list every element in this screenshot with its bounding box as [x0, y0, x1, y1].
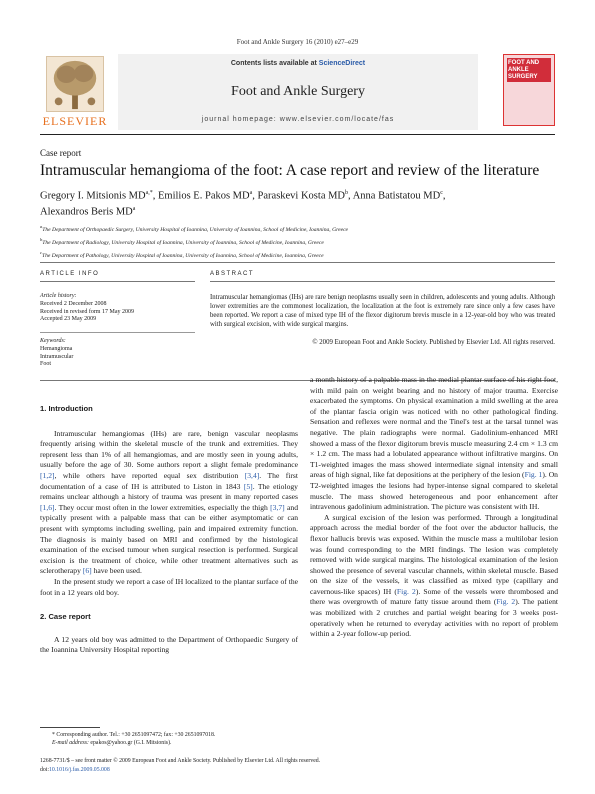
- case-paragraph-1: A 12 years old boy was admitted to the Department of Orthopaedic Surgery of the Ioannina University Hospital reporting: [40, 634, 298, 655]
- doi-link[interactable]: 10.1016/j.fas.2009.05.008: [49, 766, 110, 773]
- email-label: E-mail address:: [52, 740, 89, 746]
- citation-link[interactable]: [1,2]: [40, 470, 55, 480]
- journal-masthead: [40, 54, 555, 130]
- paragraph-text: ). Some of the vessels were thrombosed and there was overgrowth of mature fatty tissue around them (: [310, 586, 558, 607]
- paragraph-text: , while others have reported equal sex distribution: [54, 470, 245, 480]
- case-report-heading: 2. Case report: [40, 612, 91, 622]
- affiliation-line: [40, 248, 560, 261]
- author-name: Gregory I. Mitsionis MD: [40, 190, 146, 202]
- corresponding-author-footnote: [52, 731, 312, 747]
- citation-link[interactable]: [3,4]: [244, 470, 260, 480]
- footnote-rule: [40, 727, 100, 728]
- citation-link[interactable]: [6]: [82, 566, 92, 576]
- case-paragraph-2: [310, 513, 558, 640]
- paragraph-text: have been used.: [91, 566, 142, 576]
- paragraph-text: ). On T2-weighted images the lesions had hyper-intense signal compared to skeletal muscle. The mass showed heterogeneous and poor enhancement after intravenous gadolinium administration. The picture was consistent with IH.: [310, 470, 558, 512]
- affiliation-mark: c: [40, 249, 42, 255]
- author-affiliation-mark[interactable]: a: [249, 190, 253, 196]
- email-value[interactable]: epakos@yahoo.gr (G.I. Mitsionis).: [88, 740, 172, 746]
- paragraph-text: A surgical excision of the lesion was performed. Through a longitudinal approach across the medial border of the foot over the abductor hallucis, the flexor hallucis brevis was exposed. Within the muscle mass a multilobar lesion was found corresponding to the MRI findings. The lesion was completely removed with wide surgical margins. The histological examination of the lesion showed the presence of several vascular channels, within skeletal muscle. Based on the size of the vessels, it was classified as mixed type (capillary and cavernous-like spaces) IH (: [310, 512, 558, 596]
- affiliation-mark: b: [40, 236, 43, 242]
- intro-paragraph-2: In the present study we report a case of IH localized to the plantar surface of the foot in a 12 years old boy.: [40, 576, 298, 597]
- corresponding-author-line: * Corresponding author. Tel.: +30 2651097472; fax: +30 2651097018.: [52, 732, 216, 738]
- journal-title: Foot and Ankle Surgery: [231, 84, 365, 99]
- elsevier-logo: [40, 54, 110, 130]
- journal-cover-image: [503, 54, 555, 126]
- page-footer: [40, 757, 555, 774]
- affiliation-text: The Department of Orthopaedic Surgery, University Hospital of Ioannina, University of Ioannina, School of Medicine, Ioannina, Greece: [42, 226, 349, 233]
- author-separator: ,: [442, 190, 446, 202]
- affiliation-line: [40, 222, 560, 235]
- author-name: Paraskevi Kosta MD: [257, 190, 346, 202]
- running-head: Foot and Ankle Surgery 16 (2010) e27–e29: [236, 38, 359, 46]
- cover-title: FOOT AND ANKLE SURGERY: [508, 60, 540, 80]
- abstract-heading: ABSTRACT: [210, 271, 255, 277]
- author-separator: ,: [348, 190, 353, 202]
- affiliation-mark: a: [40, 224, 43, 229]
- author-separator: ,: [252, 190, 258, 202]
- keywords: [40, 338, 195, 369]
- keywords-label: Keywords:: [40, 338, 66, 344]
- author-affiliation-mark[interactable]: a,*: [145, 190, 153, 196]
- citation-link[interactable]: [1,6]: [40, 502, 55, 512]
- paragraph-text: and typically present with a palpable mass that can be either asymptomatic or can present with symptoms including swelling, pain and impaired extremity function. The diagnosis is mainly based on MRI and confirmed by the histological examination of the excised tumour when surgical resection is performed. Surgical excision is the treatment of choice, while other treatment alternatives such as sclerotherapy: [40, 502, 298, 576]
- header-divider: [40, 134, 555, 135]
- citation-link[interactable]: Fig. 1: [524, 470, 543, 480]
- paragraph-text: a month history of a palpable mass in the medial plantar surface of his right foot, with mild pain on weight bearing and no history of major trauma. Exercise exacerbated the symptoms. On physical examination a mild swelling at the area of the plantar fascia origin was noticed with no other pathological finding. Sensation and reflexes were normal and the Tinel's test at the tarsal tunnel was negative. The plain radiographs were normal. Gadolinium-enhanced MRI showed a mass of the flexor digitorum brevis muscle measuring 2.4 cm × 1.3 cm × 1.2 cm. The mass had a lobulated appearance without infiltrative margins. On T1-weighted images the mass showed intermediate signal intensity and small areas of high signal, like fat depositions at the periphery of the lesion (: [310, 375, 558, 480]
- author-name: Emilios E. Pakos MD: [158, 190, 250, 202]
- author-separator: ,: [152, 190, 159, 202]
- publisher-wordmark: ELSEVIER: [42, 114, 108, 128]
- keyword: Hemangioma: [40, 345, 73, 352]
- case-paragraph-continued: [310, 375, 558, 513]
- author-name: Alexandros Beris MD: [40, 206, 133, 217]
- author-affiliation-mark[interactable]: a: [132, 205, 136, 212]
- history-accepted: Accepted 23 May 2009: [40, 316, 97, 323]
- article-title: Intramuscular hemangioma of the foot: A case report and review of the literature: [40, 162, 540, 179]
- elsevier-tree-icon: [46, 56, 104, 112]
- citation-link[interactable]: [3,7]: [270, 502, 285, 512]
- affiliations: [40, 222, 560, 261]
- doi-prefix: doi:: [40, 766, 50, 773]
- citation-link[interactable]: Fig. 2: [396, 586, 416, 596]
- author-list: [40, 187, 560, 218]
- keyword: Intramuscular: [40, 353, 74, 360]
- article-info-rule: [40, 281, 195, 282]
- paragraph-text: . They occur most often in the lower extremities, especially the thigh: [54, 502, 271, 512]
- doi-line: [40, 766, 555, 775]
- abstract-rule: [210, 281, 555, 282]
- citation-link[interactable]: [5]: [243, 481, 253, 491]
- body-right-column: [310, 375, 558, 640]
- affiliation-divider: [40, 262, 555, 263]
- article-history: [40, 293, 195, 324]
- sciencedirect-link[interactable]: ScienceDirect: [318, 60, 366, 67]
- author-name: Anna Batistatou MD: [352, 190, 441, 202]
- paragraph-text: . The first documentation of a case of IH is attributed to Liston in 1843: [40, 470, 298, 491]
- affiliation-line: [40, 235, 560, 248]
- intro-paragraph-1: [40, 429, 298, 577]
- keywords-rule: [40, 332, 195, 333]
- paragraph-text: . The etiology remains unclear although a history of trauma was present in many reported cases: [40, 481, 298, 502]
- masthead-center: [118, 54, 478, 130]
- paragraph-text: Intramuscular hemangiomas (IHs) are rare, benign vascular neoplasms frequently arising within the skeletal muscle of the trunk and extremities. They represent less than 1% of all hemangiomas, and are mostly seen in young adults, usually before the age of 30. Some authors report a slight female predominance: [40, 428, 298, 470]
- article-info-heading: ARTICLE INFO: [40, 271, 100, 277]
- article-type: Case report: [40, 148, 82, 158]
- affiliation-text: The Department of Radiology, University Hospital of Ioannina, University of Ioannina, School of Medicine, Ioannina, Greece: [42, 239, 324, 246]
- author-affiliation-mark[interactable]: c: [440, 190, 443, 196]
- history-label: Article history:: [40, 293, 77, 299]
- history-received: Received 2 December 2008: [40, 300, 107, 307]
- keyword: Foot: [40, 361, 52, 368]
- paragraph-text: ). The patient was mobilized with 2 crutches and partial weight bearing for 3 weeks post-operatively when he returned to everyday activities with no report of problem within a 2-year follow-up period.: [310, 597, 558, 639]
- email-line: [52, 739, 312, 747]
- contents-line: [118, 60, 478, 67]
- contents-prefix: Contents lists available at: [230, 60, 319, 67]
- intro-heading: 1. Introduction: [40, 404, 93, 413]
- issn-line: 1268-7731/$ – see front matter © 2009 European Foot and Ankle Society. Published by Elsevier Ltd. All rights reserved.: [40, 758, 321, 764]
- abstract-text: Intramuscular hemangiomas (IHs) are rare benign neoplasms usually seen in children, adolescents and young adults. Although lower extremities are the commonest localization, the localization at the foot is extremely rare since only a few cases have been reported. We report a case of mixed type IH of the flexor digitorum brevis muscle in a 12-year-old boy who was treated with surgical excision, with wide surgical margins.: [210, 294, 555, 328]
- history-revised: Received in revised form 17 May 2009: [40, 308, 134, 315]
- body-left-column: [40, 404, 298, 656]
- journal-homepage[interactable]: journal homepage: www.elsevier.com/locate/fas: [201, 116, 395, 123]
- citation-link[interactable]: Fig. 2: [496, 597, 516, 607]
- affiliation-text: The Department of Pathology, University Hospital of Ioannina, University of Ioannina, School of Medicine, Ioannina, Greece: [42, 252, 324, 259]
- author-affiliation-mark[interactable]: b: [345, 190, 349, 196]
- abstract-copyright: © 2009 European Foot and Ankle Society. Published by Elsevier Ltd. All rights reserved.: [312, 339, 555, 346]
